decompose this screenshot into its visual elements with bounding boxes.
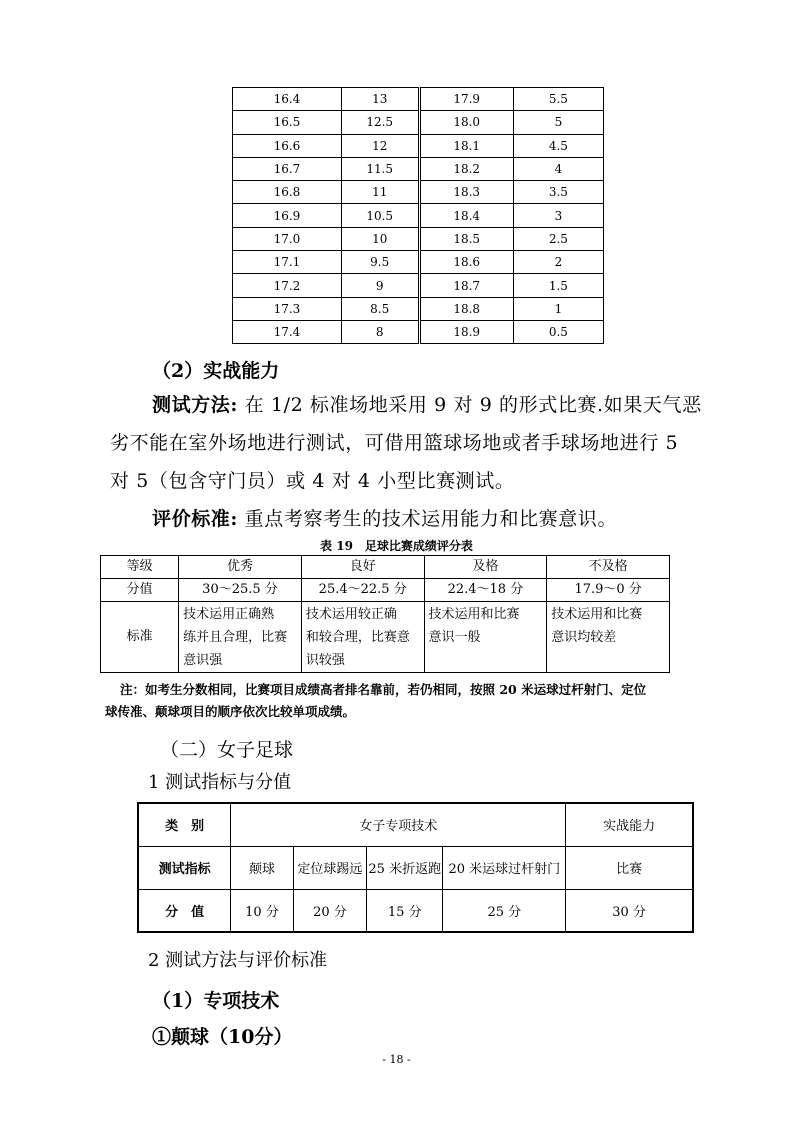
standard-line: 技术运用和比赛 (551, 607, 643, 622)
category-row (138, 803, 693, 846)
table19-cell: 25.4～22.5 分 (301, 579, 424, 602)
table19-header-cell: 不及格 (547, 556, 670, 579)
score-table-cell: 17.9 (419, 88, 513, 111)
category-label: 类 别 (138, 803, 231, 846)
combat-header: 实战能力 (566, 803, 693, 846)
criteria-text: 重点考察考生的技术运用能力和比赛意识。 (238, 508, 618, 530)
table19-cell: 17.9～0 分 (547, 579, 670, 602)
note-line-1: 注：如考生分数相同，比赛项目成绩高者排名靠前，若仍相同，按照 20 米运球过杆射门、定位 (120, 682, 647, 697)
test-item: 定位球踢远 (293, 846, 366, 889)
score-table-cell: 17.3 (233, 297, 342, 320)
score-table-cell: 11.5 (341, 157, 419, 180)
standard-line: 意识一般 (428, 630, 481, 645)
score-table-cell: 17.0 (233, 227, 342, 250)
test-items-label: 测试指标 (138, 846, 231, 889)
score-table-cell: 8 (341, 320, 419, 343)
score-table-cell: 8.5 (341, 297, 419, 320)
score-table-row (233, 251, 604, 274)
table19-cell: 22.4～18 分 (424, 579, 547, 602)
women-sub1: 1 测试指标与分值 (148, 772, 292, 793)
score-table-cell: 17.2 (233, 274, 342, 297)
score-value: 10 分 (231, 889, 293, 932)
score-table-cell: 17.1 (233, 251, 342, 274)
score-table-cell: 18.5 (419, 227, 513, 250)
score-table-cell: 5.5 (513, 88, 603, 111)
score-values-label: 分 值 (138, 889, 231, 932)
score-table-cell: 16.7 (233, 157, 342, 180)
score-table-cell: 9 (341, 274, 419, 297)
standard-line: 识较强 (305, 653, 345, 668)
table19-header-cell: 优秀 (179, 556, 302, 579)
score-table-row (233, 111, 604, 134)
standard-fail (547, 602, 670, 673)
method-line-1: 在 1/2 标准场地采用 9 对 9 的形式比赛.如果天气恶 (238, 394, 702, 416)
standard-line: 意识强 (183, 653, 223, 668)
table19-score-row (101, 579, 670, 602)
score-table-cell: 17.4 (233, 320, 342, 343)
score-value: 25 分 (443, 889, 566, 932)
table19-cell: 分值 (101, 579, 179, 602)
score-table-cell: 18.6 (419, 251, 513, 274)
table19-standard-label: 标准 (101, 602, 179, 673)
score-table-cell: 11 (341, 181, 419, 204)
standard-excellent (179, 602, 302, 673)
table19-caption: 表 19 足球比赛成绩评分表 (320, 539, 473, 553)
score-table-cell: 4 (513, 157, 603, 180)
note-line-2: 球传准、颠球项目的顺序依次比较单项成绩。 (105, 704, 356, 719)
section-combat-heading: （2）实战能力 (152, 360, 280, 382)
score-table-row (233, 204, 604, 227)
score-table-cell: 18.1 (419, 134, 513, 157)
score-table-cell: 5 (513, 111, 603, 134)
women-sub2: 2 测试方法与评价标准 (148, 950, 328, 971)
table19-cell: 30～25.5 分 (179, 579, 302, 602)
women-skill-header: 女子专项技术 (231, 803, 566, 846)
standard-line: 技术运用较正确 (305, 607, 397, 622)
score-table-row (233, 274, 604, 297)
juggle-heading: ①颠球（10分） (152, 1026, 293, 1048)
table19-standard-row (101, 602, 670, 673)
score-table-cell: 0.5 (513, 320, 603, 343)
page-number: - 18 - (382, 1053, 411, 1066)
score-table-cell: 13 (341, 88, 419, 111)
standard-pass (424, 602, 547, 673)
women-heading: （二）女子足球 (160, 739, 294, 761)
women-category-table (137, 802, 694, 933)
score-table-cell: 18.2 (419, 157, 513, 180)
table19-header-cell: 及格 (424, 556, 547, 579)
score-table-cell: 16.4 (233, 88, 342, 111)
score-table-cell: 10 (341, 227, 419, 250)
score-table-row (233, 134, 604, 157)
score-table-cell: 18.8 (419, 297, 513, 320)
score-table-cell: 16.5 (233, 111, 342, 134)
score-table-row (233, 320, 604, 343)
score-values-row (138, 889, 693, 932)
score-table-row (233, 157, 604, 180)
table19-header-cell: 良好 (301, 556, 424, 579)
test-item: 20 米运球过杆射门 (443, 846, 566, 889)
standard-line: 技术运用正确熟 (183, 607, 275, 622)
score-table-row (233, 88, 604, 111)
score-table-cell: 1 (513, 297, 603, 320)
standard-good (301, 602, 424, 673)
test-items-row (138, 846, 693, 889)
score-table-cell: 18.0 (419, 111, 513, 134)
method-paragraph (110, 386, 750, 538)
standard-line: 练并且合理，比赛 (183, 630, 288, 645)
score-table-cell: 18.3 (419, 181, 513, 204)
score-table-cell: 18.4 (419, 204, 513, 227)
score-table-cell: 12.5 (341, 111, 419, 134)
table19-header-cell: 等级 (101, 556, 179, 579)
score-value: 30 分 (566, 889, 693, 932)
test-item: 25 米折返跑 (367, 846, 443, 889)
score-table-cell: 2.5 (513, 227, 603, 250)
score-table-cell: 3.5 (513, 181, 603, 204)
score-table-cell: 9.5 (341, 251, 419, 274)
method-line-3: 对 5（包含守门员）或 4 对 4 小型比赛测试。 (110, 470, 515, 492)
standard-line: 和较合理，比赛意 (305, 630, 410, 645)
score-value: 20 分 (293, 889, 366, 932)
score-value: 15 分 (367, 889, 443, 932)
score-table-cell: 2 (513, 251, 603, 274)
score-table-cell: 16.9 (233, 204, 342, 227)
method-label: 测试方法: (152, 394, 239, 416)
standard-line: 技术运用和比赛 (428, 607, 520, 622)
skill-heading: （1）专项技术 (152, 990, 280, 1012)
criteria-label: 评价标准: (152, 508, 239, 530)
test-item: 颠球 (231, 846, 293, 889)
score-table-cell: 18.9 (419, 320, 513, 343)
score-table-row (233, 227, 604, 250)
score-table-cell: 1.5 (513, 274, 603, 297)
table19 (100, 555, 670, 673)
method-line-2: 劣不能在室外场地进行测试，可借用篮球场地或者手球场地进行 5 (110, 432, 679, 454)
score-table-cell: 16.8 (233, 181, 342, 204)
score-table-cell: 3 (513, 204, 603, 227)
test-item: 比赛 (566, 846, 693, 889)
score-table-cell: 18.7 (419, 274, 513, 297)
score-table-cell: 4.5 (513, 134, 603, 157)
table19-header-row (101, 556, 670, 579)
score-table-cell: 10.5 (341, 204, 419, 227)
score-table-cell: 12 (341, 134, 419, 157)
standard-line: 意识均较差 (551, 630, 617, 645)
score-table (232, 87, 604, 344)
score-table-row (233, 181, 604, 204)
score-table-cell: 16.6 (233, 134, 342, 157)
score-table-row (233, 297, 604, 320)
